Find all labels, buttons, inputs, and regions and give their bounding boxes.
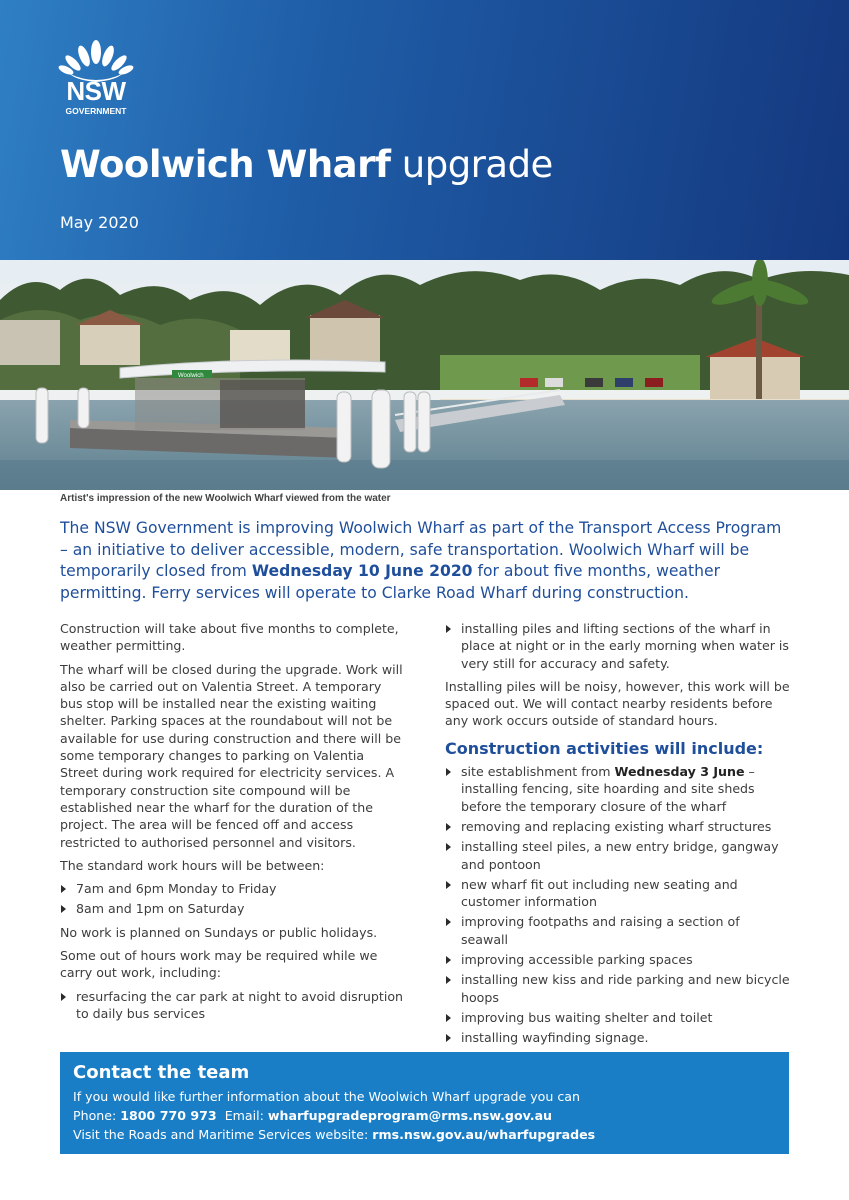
publication-date: May 2020 (60, 213, 139, 232)
bullet-arrow-icon (446, 823, 451, 831)
contact-website-line: Visit the Roads and Maritime Services website: rms.nsw.gov.au/wharfupgrades (73, 1127, 596, 1142)
list-item: installing steel piles, a new entry bridge, gangway and pontoon (445, 838, 790, 873)
out-of-hours-list (60, 988, 405, 1023)
hero-illustration (0, 260, 849, 490)
list-item: improving bus waiting shelter and toilet (445, 1009, 790, 1026)
header-banner (0, 0, 849, 260)
list-item: resurfacing the car park at night to avoid disruption to daily bus services (60, 988, 405, 1023)
contact-phone-email-line: Phone: 1800 770 973 Email: wharfupgradeprogram@rms.nsw.gov.au (73, 1108, 553, 1123)
paragraph-no-work-days: No work is planned on Sundays or public holidays. (60, 924, 378, 940)
list-item: improving footpaths and raising a section of seawall (445, 913, 790, 948)
paragraph-out-of-hours: Some out of hours work may be required while we carry out work, including: (60, 948, 378, 981)
right-column (445, 620, 790, 1053)
left-column (60, 620, 405, 1028)
bullet-arrow-icon (446, 843, 451, 851)
work-hours-list (60, 880, 405, 918)
bullet-arrow-icon (446, 918, 451, 926)
list-item: installing wayfinding signage. (445, 1029, 790, 1046)
list-item: site establishment from Wednesday 3 June – installing fencing, site hoarding and site sheds before the temporary closure of the wharf (445, 763, 790, 815)
contact-box (60, 1052, 789, 1154)
page-title (60, 143, 553, 186)
logo-nsw-text: NSW (66, 76, 126, 106)
title-bold: Woolwich Wharf (60, 143, 391, 186)
bullet-arrow-icon (446, 625, 451, 633)
paragraph-duration: Construction will take about five months to complete, weather permitting. (60, 621, 399, 654)
image-caption: Artist's impression of the new Woolwich Wharf viewed from the water (60, 493, 391, 504)
bullet-arrow-icon (446, 1014, 451, 1022)
bullet-arrow-icon (446, 976, 451, 984)
contact-intro-line: If you would like further information about the Woolwich Wharf upgrade you can (73, 1089, 580, 1104)
intro-text-1: The NSW Government is improving Woolwich Wharf as part of the Transport Access Program – an initiative to deliver accessible, modern, safe transportation. Woolwich Wharf will be temporarily closed from (60, 519, 782, 581)
bullet-arrow-icon (61, 993, 66, 1001)
activities-heading: Construction activities will include: (445, 738, 764, 758)
list-item: 8am and 1pm on Saturday (60, 900, 405, 917)
bullet-arrow-icon (446, 956, 451, 964)
intro-paragraph (60, 518, 790, 604)
activities-list (445, 763, 790, 1046)
paragraph-noise-notice: Installing piles will be noisy, however, this work will be spaced out. We will contact nearby residents before any work occurs outside of standard hours. (445, 678, 790, 729)
paragraph-work-hours-intro: The standard work hours will be between: (60, 857, 325, 873)
list-item: 7am and 6pm Monday to Friday (60, 880, 405, 897)
email-link[interactable]: wharfupgradeprogram@rms.nsw.gov.au (267, 1108, 553, 1123)
title-rest: upgrade (390, 143, 553, 186)
logo-government-text: GOVERNMENT (65, 106, 127, 116)
bullet-arrow-icon (61, 885, 66, 893)
list-item: new wharf fit out including new seating and customer information (445, 876, 790, 911)
bullet-arrow-icon (61, 905, 66, 913)
website-link[interactable]: rms.nsw.gov.au/wharfupgrades (372, 1127, 596, 1142)
list-item: improving accessible parking spaces (445, 951, 790, 968)
list-item: removing and replacing existing wharf structures (445, 818, 790, 835)
wharf-artist-impression (0, 260, 849, 490)
out-of-hours-list-continued (445, 620, 790, 672)
intro-closure-date: Wednesday 10 June 2020 (251, 562, 473, 581)
contact-heading: Contact the team (73, 1062, 250, 1083)
site-establishment-date: Wednesday 3 June (614, 764, 745, 780)
list-item: installing piles and lifting sections of the wharf in place at night or in the early morning when water is very still for accuracy and safety. (445, 620, 790, 672)
bullet-arrow-icon (446, 1034, 451, 1042)
bullet-arrow-icon (446, 768, 451, 776)
paragraph-closure-details: The wharf will be closed during the upgrade. Work will also be carried out on Valentia Street. A temporary bus stop will be installed near the existing waiting shelter. Parking spaces at the roundabout will not be available for use during construction and there will be some temporary changes to parking on Valentia Street during work required for electricity services. A temporary construction site compound will be established near the wharf for the duration of the project. The area will be fenced off and access restricted to authorised personnel and visitors. (60, 661, 403, 850)
list-item: installing new kiss and ride parking and new bicycle hoops (445, 971, 790, 1006)
phone-number[interactable]: 1800 770 973 (120, 1108, 217, 1123)
bullet-arrow-icon (446, 881, 451, 889)
intro-text-2: for about five months, weather permitting. Ferry services will operate to Clarke Road Wharf during construction. (60, 562, 720, 602)
wharf-sign-text: Woolwich (178, 373, 204, 379)
